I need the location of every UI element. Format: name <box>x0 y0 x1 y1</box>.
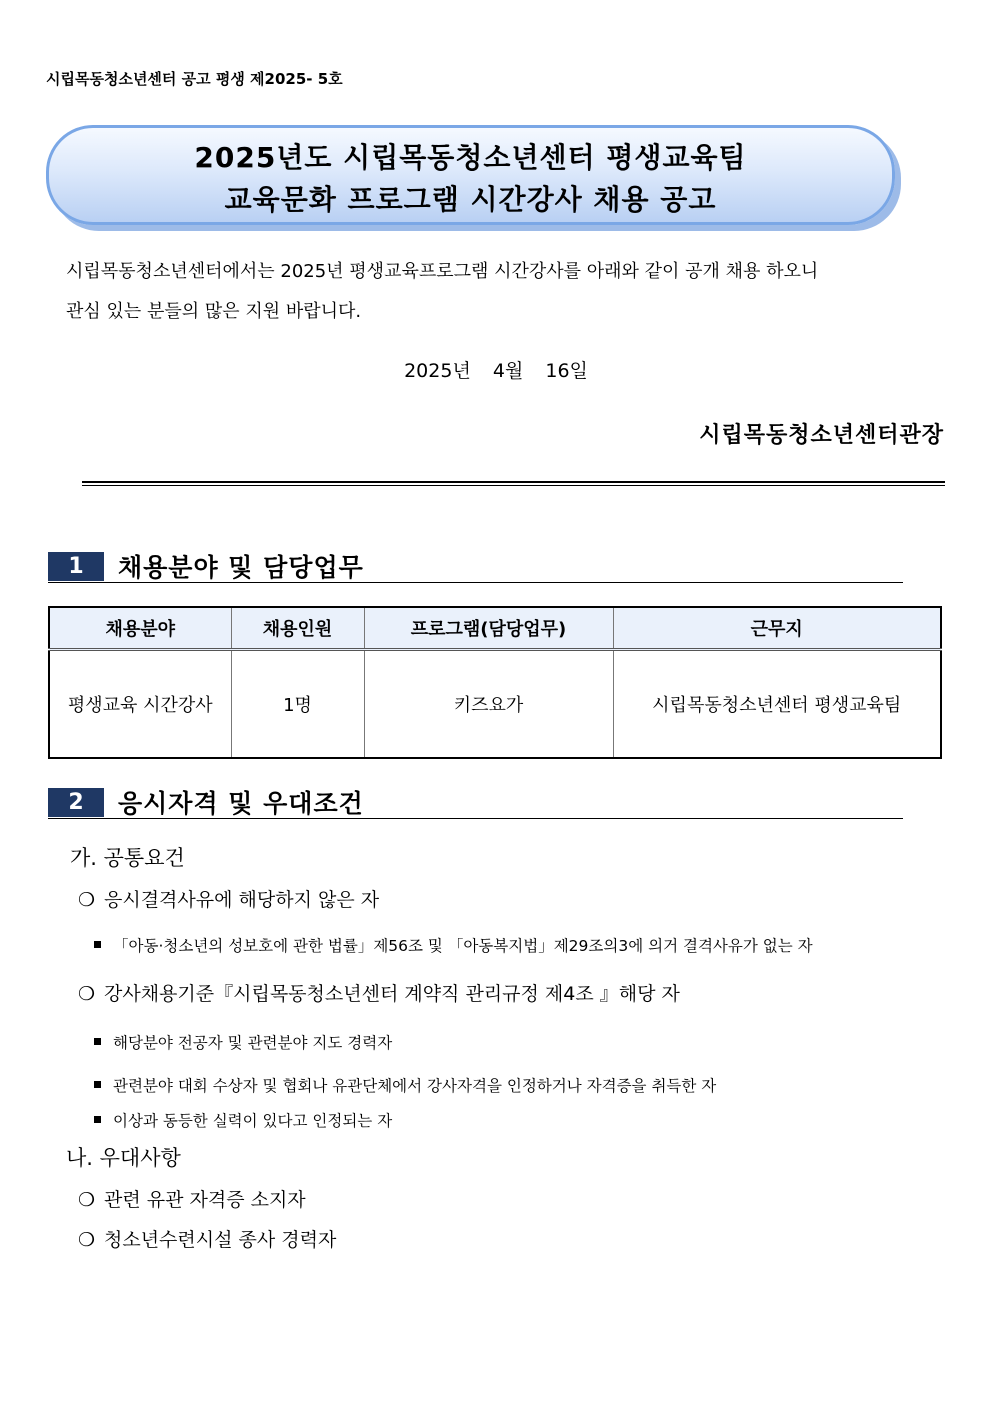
date-month: 4월 <box>492 360 524 382</box>
list-item <box>78 885 379 912</box>
table-cell: 시립목동청소년센터 평생교육팀 <box>652 695 902 716</box>
table-cell: 키즈요가 <box>364 650 613 759</box>
list-item <box>94 1031 392 1053</box>
title-banner <box>46 125 895 225</box>
table-header-cell: 채용인원 <box>231 607 364 650</box>
intro-line-1: 시립목동청소년센터에서는 2025년 평생교육프로그램 시간강사를 아래와 같이 공개 채용 하오니 <box>66 261 819 282</box>
signer: 시립목동청소년센터관장 <box>699 423 944 448</box>
notice-date <box>0 356 992 383</box>
circle-bullet-icon: ❍ <box>78 1229 96 1251</box>
list-item <box>94 1109 392 1131</box>
job-table <box>48 606 942 759</box>
circle-bullet-icon: ❍ <box>78 1189 96 1211</box>
square-bullet-icon <box>94 941 101 948</box>
table-header-cell: 근무지 <box>613 607 941 650</box>
intro-paragraph <box>66 252 906 332</box>
circle-bullet-icon: ❍ <box>78 889 96 911</box>
notice-number: 시립목동청소년센터 공고 평생 제2025- 5호 <box>46 70 343 88</box>
divider-thick <box>82 481 945 483</box>
section-2-header <box>48 788 903 819</box>
subheading-ga: 가. 공통요건 <box>70 846 185 870</box>
subheading-na: 나. 우대사항 <box>66 1146 181 1170</box>
list-item <box>78 1185 306 1212</box>
list-item <box>78 979 680 1006</box>
date-year: 2025년 <box>404 360 471 382</box>
list-item-text: 청소년수련시설 종사 경력자 <box>104 1229 337 1251</box>
title-line-2: 교육문화 프로그램 시간강사 채용 공고 <box>224 183 717 216</box>
section-1-number: 1 <box>48 552 104 581</box>
list-item-text: 강사채용기준『시립목동청소년센터 계약직 관리규정 제4조 』해당 자 <box>104 983 680 1005</box>
table-cell: 평생교육 시간강사 <box>49 650 231 759</box>
list-item <box>94 1074 716 1096</box>
list-item-text: 해당분야 전공자 및 관련분야 지도 경력자 <box>113 1034 393 1052</box>
date-day: 16일 <box>545 360 588 382</box>
list-item-text: 「아동·청소년의 성보호에 관한 법률」제56조 및 「아동복지법」제29조의3에 의거 결격사유가 없는 자 <box>113 937 813 955</box>
table-header-cell: 프로그램(담당업무) <box>364 607 613 650</box>
list-item-text: 관련분야 대회 수상자 및 협회나 유관단체에서 강사자격을 인정하거나 자격증을 취득한 자 <box>113 1077 717 1095</box>
table-header-row <box>49 607 941 650</box>
list-item-text: 응시결격사유에 해당하지 않은 자 <box>104 889 380 911</box>
table-header-cell: 채용분야 <box>49 607 231 650</box>
section-1-header <box>48 552 903 583</box>
list-item <box>78 1225 336 1252</box>
intro-line-2: 관심 있는 분들의 많은 지원 바랍니다. <box>66 301 362 322</box>
section-2-number: 2 <box>48 788 104 817</box>
section-2-title: 응시자격 및 우대조건 <box>118 789 364 818</box>
square-bullet-icon <box>94 1081 101 1088</box>
list-item-text: 이상과 동등한 실력이 있다고 인정되는 자 <box>113 1112 393 1130</box>
list-item-text: 관련 유관 자격증 소지자 <box>104 1189 306 1211</box>
divider-thin <box>82 485 945 486</box>
square-bullet-icon <box>94 1116 101 1123</box>
table-cell: 1명 <box>231 650 364 759</box>
title-line-1: 2025년도 시립목동청소년센터 평생교육팀 <box>194 141 747 174</box>
list-item <box>94 934 813 956</box>
table-row <box>49 650 941 759</box>
section-1-title: 채용분야 및 담당업무 <box>118 553 364 582</box>
square-bullet-icon <box>94 1038 101 1045</box>
circle-bullet-icon: ❍ <box>78 983 96 1005</box>
